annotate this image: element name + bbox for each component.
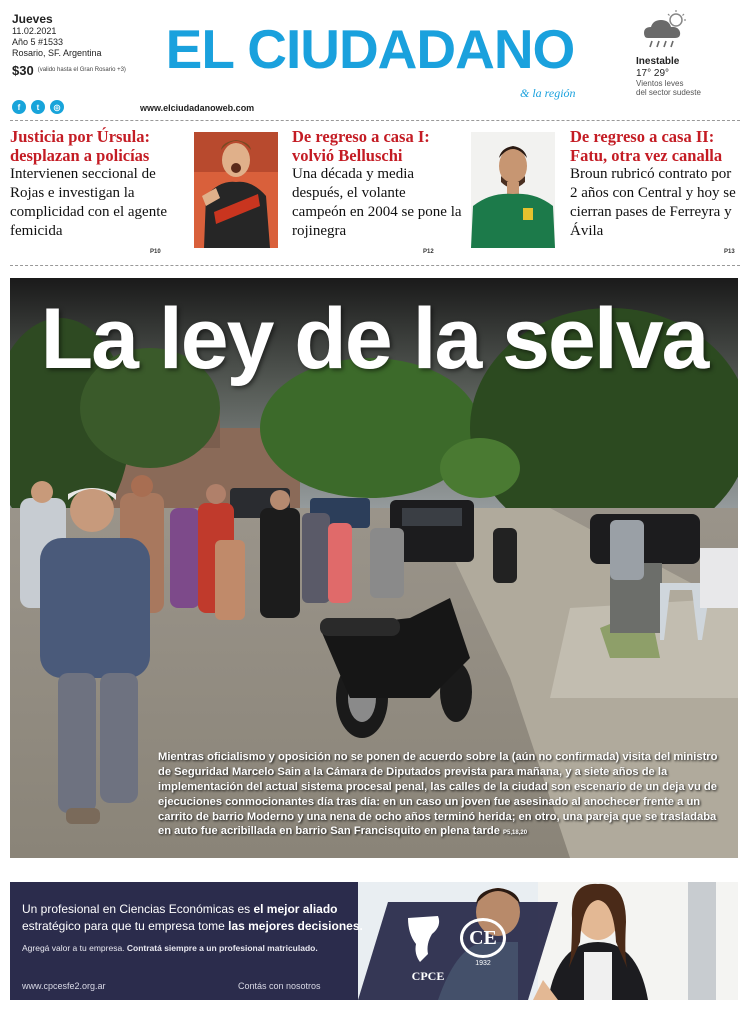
main-summary-text: Mientras oficialismo y oposición no se ponen de acuerdo sobre la (aún no confirmada) visita del ministro de Seguridad Marcelo Sain a la Cámara de Diputados prevista para mañana, y a siete años de la implementación del actual sistema procesal penal, las calles de la ciudad son escenario de un deja vu de ejecuciones conmocionantes día tras día: en un caso un joven fue asesinado al anochecer frente a un carrito de barrio Moderno y una nena de ocho años terminó herida; en otro, una pareja que se trasladaba en auto fue acribillada en barrio San Francisquito en plena tarde [158,751,718,838]
main-story[interactable] [10,278,738,858]
weather-condition: Inestable [636,56,680,67]
social-links [12,100,64,114]
teaser-belluschi[interactable] [292,128,462,258]
teaser-title: Justicia por Úrsula: desplazan a policías [10,127,150,165]
edition-info [12,12,132,78]
teaser-page: P13 [724,249,735,255]
teaser-body: Intervienen seccional de Rojas e investigan la complicidad con el agente femicida [10,166,168,239]
teaser-body: Broun rubricó contrato por 2 años con Central y hoy se cierran pases de Ferreyra y Ávila [570,166,736,239]
price: $30 [12,62,34,78]
instagram-icon[interactable]: ◎ [50,100,64,114]
edition-number: Año 5 #1533 [12,37,64,48]
teaser-title: De regreso a casa I: volvió Belluschi [292,127,430,165]
price-note: (valido hasta el Gran Rosario +3) [37,67,126,74]
ad-contact[interactable]: Contás con nosotros [238,981,321,991]
cpce-seal [460,918,506,978]
teaser-ursula[interactable] [10,128,188,258]
teaser-page: P10 [150,249,161,255]
logo-tagline: & la región [520,86,576,100]
main-summary [158,750,728,839]
ad-line-1: Un profesional en Ciencias Económicas es el mejor aliado [22,902,338,916]
price-row [12,63,132,79]
edition-location: Rosario, SF. Argentina [12,47,102,58]
teaser-divider [10,265,740,266]
weather-wind-direction: del sector sudeste [636,88,701,98]
teaser-body: Una década y media después, el volante campeón en 2004 se pone la rojinegra [292,166,462,239]
twitter-icon[interactable]: t [31,100,45,114]
weather-temps: 17° 29° [636,67,670,79]
cpce-logo [398,914,458,982]
newspaper-logo[interactable]: EL CIUDADANO [165,18,575,80]
facebook-icon[interactable]: f [12,100,26,114]
main-headline: La ley de la selva [40,291,708,387]
belluschi-photo [194,132,278,248]
cpce-seal-year: 1932 [475,960,491,967]
ad-website[interactable]: www.cpcesfe2.org.ar [22,981,106,991]
website-link[interactable]: www.elciudadanoweb.com [140,103,255,113]
teaser-title: De regreso a casa II: Fatu, otra vez canalla [570,127,723,165]
cpce-logo-text: CPCE [411,969,445,983]
main-summary-pages: P5,18,20 [503,830,528,837]
weather-wind: Vientos leves [636,79,684,88]
edition-date: 11.02.2021 [12,26,57,37]
cpce-seal-text: CE [460,918,506,958]
ad-line-3: Agregá valor a tu empresa. Contratá siempre a un profesional matriculado. [22,943,318,953]
teaser-fatu[interactable] [570,128,740,258]
ad-line-2: estratégico para que tu empresa tome las mejores decisiones. [22,919,363,933]
teaser-page: P12 [423,249,434,255]
fatu-photo [471,132,555,248]
masthead-divider [10,120,740,121]
cpce-advertisement[interactable] [10,882,738,1000]
cpce-map-icon [398,914,458,964]
storm-cloud-icon [640,10,690,54]
weather-box [636,10,744,97]
edition-day: Jueves [12,12,53,26]
